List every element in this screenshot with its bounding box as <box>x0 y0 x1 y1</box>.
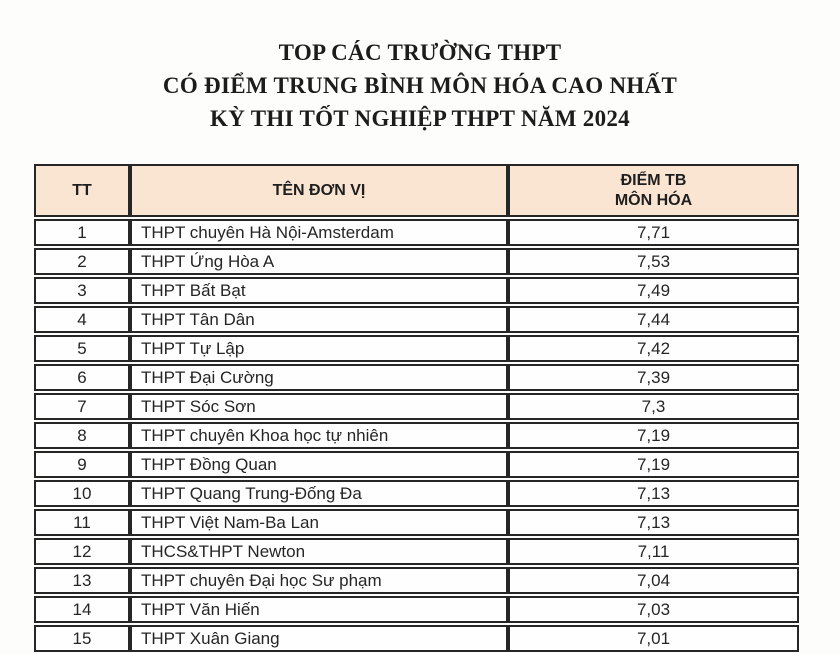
table-row <box>34 538 799 565</box>
rank-cell: 15 <box>34 625 130 652</box>
score-cell: 7,71 <box>508 219 799 246</box>
school-name-cell: THPT Việt Nam-Ba Lan <box>130 509 508 536</box>
rank-cell: 9 <box>34 451 130 478</box>
title-line-1: TOP CÁC TRƯỜNG THPT <box>278 40 562 65</box>
school-name-cell: THPT Quang Trung-Đống Đa <box>130 480 508 507</box>
score-cell: 7,03 <box>508 596 799 623</box>
school-name-cell: THPT Tân Dân <box>130 306 508 333</box>
score-cell: 7,42 <box>508 335 799 362</box>
page-title <box>0 0 840 135</box>
table-row <box>34 480 799 507</box>
table-row <box>34 364 799 391</box>
table-row <box>34 393 799 420</box>
score-cell: 7,19 <box>508 451 799 478</box>
rank-cell: 14 <box>34 596 130 623</box>
score-cell: 7,13 <box>508 509 799 536</box>
table-row <box>34 335 799 362</box>
table-row <box>34 509 799 536</box>
score-cell: 7,11 <box>508 538 799 565</box>
score-cell: 7,19 <box>508 422 799 449</box>
school-name-cell: THPT chuyên Đại học Sư phạm <box>130 567 508 594</box>
title-line-2: CÓ ĐIỂM TRUNG BÌNH MÔN HÓA CAO NHẤT <box>162 73 678 98</box>
rank-cell: 13 <box>34 567 130 594</box>
school-name-cell: THPT Đồng Quan <box>130 451 508 478</box>
school-name-cell: THPT chuyên Hà Nội-Amsterdam <box>130 219 508 246</box>
rank-cell: 11 <box>34 509 130 536</box>
school-name-cell: THPT Xuân Giang <box>130 625 508 652</box>
score-cell: 7,53 <box>508 248 799 275</box>
score-cell: 7,13 <box>508 480 799 507</box>
score-cell: 7,3 <box>508 393 799 420</box>
rank-cell: 3 <box>34 277 130 304</box>
table-row <box>34 567 799 594</box>
score-cell: 7,04 <box>508 567 799 594</box>
table-row <box>34 422 799 449</box>
header-row <box>34 164 799 217</box>
rank-cell: 8 <box>34 422 130 449</box>
table-row <box>34 596 799 623</box>
rank-cell: 1 <box>34 219 130 246</box>
school-name-cell: THPT Bất Bạt <box>130 277 508 304</box>
table-row <box>34 625 799 652</box>
table-row <box>34 248 799 275</box>
school-name-cell: THPT Đại Cường <box>130 364 508 391</box>
table-body <box>34 219 799 652</box>
table-header <box>34 164 799 217</box>
table-row <box>34 277 799 304</box>
header-score <box>508 164 799 217</box>
table-row <box>34 451 799 478</box>
rank-cell: 5 <box>34 335 130 362</box>
rank-cell: 6 <box>34 364 130 391</box>
header-name: TÊN ĐƠN VỊ <box>130 164 508 217</box>
header-score-line1: ĐIỂM TB <box>620 171 687 189</box>
school-name-cell: THPT Tự Lập <box>130 335 508 362</box>
score-cell: 7,44 <box>508 306 799 333</box>
school-name-cell: THPT chuyên Khoa học tự nhiên <box>130 422 508 449</box>
rank-cell: 4 <box>34 306 130 333</box>
header-score-line2: MÔN HÓA <box>614 191 693 209</box>
title-line-3: KỲ THI TỐT NGHIỆP THPT NĂM 2024 <box>210 106 630 131</box>
school-name-cell: THPT Văn Hiến <box>130 596 508 623</box>
school-name-cell: THCS&THPT Newton <box>130 538 508 565</box>
table-row <box>34 306 799 333</box>
school-name-cell: THPT Sóc Sơn <box>130 393 508 420</box>
rank-cell: 12 <box>34 538 130 565</box>
school-name-cell: THPT Ứng Hòa A <box>130 248 508 275</box>
rank-cell: 10 <box>34 480 130 507</box>
ranking-table <box>34 162 799 654</box>
score-cell: 7,39 <box>508 364 799 391</box>
rank-cell: 7 <box>34 393 130 420</box>
header-tt: TT <box>34 164 130 217</box>
table-row <box>34 219 799 246</box>
rank-cell: 2 <box>34 248 130 275</box>
score-cell: 7,01 <box>508 625 799 652</box>
score-cell: 7,49 <box>508 277 799 304</box>
